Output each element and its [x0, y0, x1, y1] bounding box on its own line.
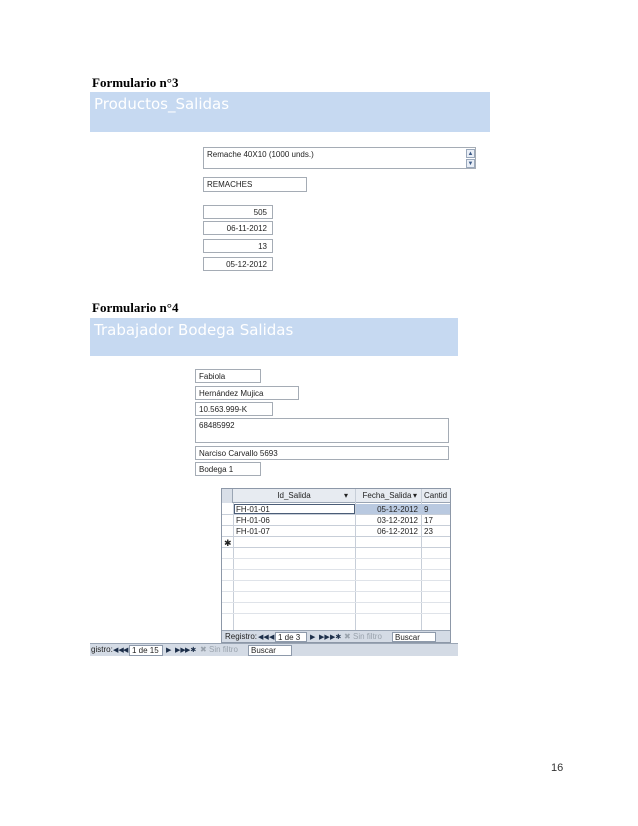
scroll-down-icon[interactable]: ▼ — [467, 161, 474, 167]
row3-id[interactable]: FH-01-07 — [236, 527, 270, 536]
next-record-icon[interactable]: ▶ — [166, 647, 172, 654]
sort-id-icon[interactable]: ▾ — [344, 491, 349, 500]
row2-date[interactable]: 03-12-2012 — [377, 516, 418, 525]
subform-nav-label: Registro: — [225, 632, 258, 641]
new-record-icon[interactable]: ✱ — [224, 538, 232, 548]
number-field[interactable]: 505 — [203, 205, 273, 219]
subform-filter-button[interactable]: Sin filtro — [353, 632, 382, 641]
product-value: Remache 40X10 (1000 unds.) — [207, 150, 314, 159]
warehouse-field[interactable]: Bodega 1 — [195, 462, 261, 476]
phone-field[interactable]: 68485992 — [195, 418, 449, 443]
row1-date[interactable]: 05-12-2012 — [377, 505, 418, 514]
subform-record-position[interactable]: 1 de 3 — [275, 632, 307, 642]
first-name-field[interactable]: Fabiola — [195, 369, 261, 383]
subform-next-record-icon[interactable]: ▶ — [310, 634, 316, 641]
last-record-icon[interactable]: ▶▶ — [175, 647, 186, 654]
address-field[interactable]: Narciso Carvallo 5693 — [195, 446, 449, 460]
row3-date[interactable]: 06-12-2012 — [377, 527, 418, 536]
page-number: 16 — [551, 762, 564, 774]
category-field[interactable]: REMACHES — [203, 177, 307, 192]
col-id-salida[interactable]: Id_Salida — [277, 491, 311, 500]
subform-last-record-icon[interactable]: ▶▶ — [319, 634, 330, 641]
form3-header — [90, 92, 490, 132]
subform-filter-icon[interactable]: ✖ — [344, 632, 351, 641]
row2-qty[interactable]: 17 — [424, 516, 433, 525]
nav-label: gistro: — [91, 645, 113, 654]
product-combo[interactable] — [203, 147, 476, 169]
rut-field[interactable]: 10.563.999-K — [195, 402, 273, 416]
new-record-nav-icon[interactable]: ▶✱ — [185, 647, 197, 654]
date-field-2[interactable]: 05-12-2012 — [203, 257, 273, 271]
salidas-subform — [221, 488, 451, 643]
search-box[interactable]: Buscar — [248, 645, 292, 656]
form4-header — [90, 318, 458, 356]
filter-icon[interactable]: ✖ — [200, 645, 207, 654]
form4-heading: Formulario n°4 — [92, 300, 179, 315]
form4-title: Trabajador Bodega Salidas — [94, 321, 294, 339]
form3-heading: Formulario n°3 — [92, 75, 179, 90]
form3-title: Productos_Salidas — [94, 95, 230, 113]
subform-first-record-icon[interactable]: ◀◀ — [258, 634, 269, 641]
row1-id[interactable]: FH-01-01 — [236, 505, 270, 514]
first-record-icon[interactable]: ◀◀ — [113, 647, 124, 654]
row2-id[interactable]: FH-01-06 — [236, 516, 270, 525]
record-position[interactable]: 1 de 15 — [129, 645, 163, 656]
subform-search-box[interactable]: Buscar — [392, 632, 436, 642]
subform-record-navigator — [222, 630, 450, 642]
date-field-1[interactable]: 06-11-2012 — [203, 221, 273, 235]
subform-new-record-icon[interactable]: ▶✱ — [330, 634, 342, 641]
quantity-field[interactable]: 13 — [203, 239, 273, 253]
scroll-up-icon[interactable]: ▲ — [467, 151, 474, 157]
col-cantidad[interactable]: Cantid — [424, 491, 448, 500]
sort-fecha-icon[interactable]: ▾ — [413, 491, 418, 500]
col-fecha-salida[interactable]: Fecha_Salida — [362, 491, 412, 500]
row3-qty[interactable]: 23 — [424, 527, 433, 536]
select-all-corner[interactable] — [222, 489, 233, 503]
subform-prev-record-icon[interactable]: ◀ — [269, 634, 275, 641]
filter-button[interactable]: Sin filtro — [209, 645, 238, 654]
last-name-field[interactable]: Hernández Mujica — [195, 386, 299, 400]
row1-qty[interactable]: 9 — [424, 505, 429, 514]
form-record-navigator — [90, 643, 458, 656]
prev-record-icon[interactable]: ◀ — [123, 647, 129, 654]
